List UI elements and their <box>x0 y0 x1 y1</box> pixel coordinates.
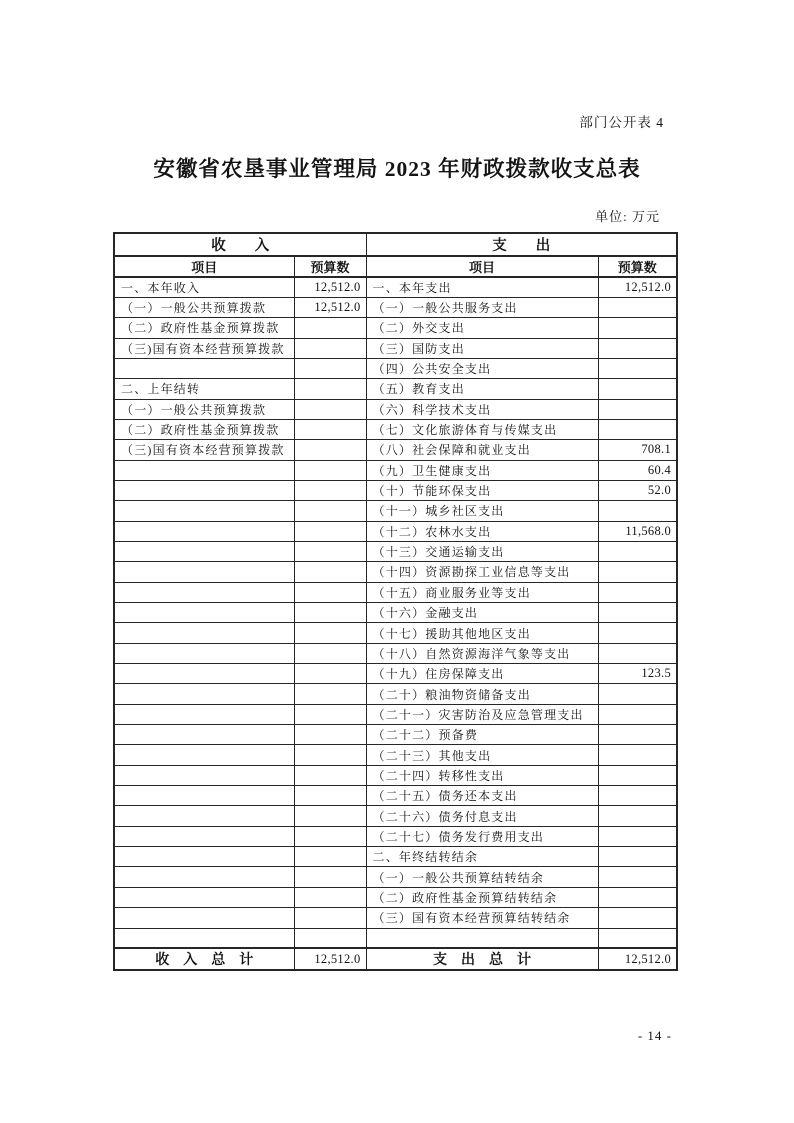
expense-total-value: 12,512.0 <box>598 948 677 970</box>
table-row <box>114 867 677 887</box>
expense-budget-cell <box>598 887 677 907</box>
income-budget-cell <box>294 928 366 948</box>
expense-item-cell: （十五）商业服务业等支出 <box>366 582 598 602</box>
table-row <box>114 358 677 378</box>
income-item-cell <box>114 826 294 846</box>
expense-budget-cell <box>598 826 677 846</box>
income-budget-cell <box>294 521 366 541</box>
expense-item-cell: （二）外交支出 <box>366 318 598 338</box>
expense-item-cell: （十四）资源勘探工业信息等支出 <box>366 562 598 582</box>
table-row <box>114 664 677 684</box>
expense-group-header: 支 出 <box>366 233 677 256</box>
income-budget-cell <box>294 643 366 663</box>
totals-row <box>114 948 677 970</box>
income-item-cell <box>114 867 294 887</box>
expense-budget-cell <box>598 297 677 317</box>
income-item-cell <box>114 704 294 724</box>
table-row <box>114 725 677 745</box>
income-budget-cell <box>294 765 366 785</box>
expense-item-cell: （二十）粮油物资储备支出 <box>366 684 598 704</box>
expense-budget-cell: 12,512.0 <box>598 277 677 297</box>
expense-budget-cell <box>598 318 677 338</box>
income-budget-cell <box>294 786 366 806</box>
income-budget-cell <box>294 806 366 826</box>
expense-budget-cell: 11,568.0 <box>598 521 677 541</box>
table-row <box>114 745 677 765</box>
table-row <box>114 887 677 907</box>
expense-item-cell: （六）科学技术支出 <box>366 399 598 419</box>
expense-item-cell: （二十一）灾害防治及应急管理支出 <box>366 704 598 724</box>
income-budget-cell <box>294 562 366 582</box>
expense-item-cell: （一）一般公共服务支出 <box>366 297 598 317</box>
table-row <box>114 643 677 663</box>
table-row <box>114 419 677 439</box>
income-budget-cell: 12,512.0 <box>294 297 366 317</box>
income-item-cell <box>114 501 294 521</box>
income-total-label: 收 入 总 计 <box>114 948 294 970</box>
expense-item-cell: （二十七）债务发行费用支出 <box>366 826 598 846</box>
table-row <box>114 379 677 399</box>
page-number: - 14 - <box>637 1028 672 1043</box>
expense-budget-cell <box>598 541 677 561</box>
income-budget-cell <box>294 826 366 846</box>
income-budget-cell <box>294 684 366 704</box>
income-item-cell <box>114 725 294 745</box>
income-item-cell <box>114 603 294 623</box>
income-item-cell <box>114 908 294 928</box>
expense-item-cell: （二十三）其他支出 <box>366 745 598 765</box>
income-item-cell <box>114 765 294 785</box>
expense-budget-cell <box>598 562 677 582</box>
income-item-cell <box>114 684 294 704</box>
expense-item-cell: （十八）自然资源海洋气象等支出 <box>366 643 598 663</box>
income-budget-cell <box>294 501 366 521</box>
expense-item-cell: （十三）交通运输支出 <box>366 541 598 561</box>
table-row <box>114 460 677 480</box>
income-budget-cell <box>294 603 366 623</box>
income-item-cell <box>114 847 294 867</box>
table-row <box>114 440 677 460</box>
income-item-cell <box>114 887 294 907</box>
expense-budget-cell <box>598 765 677 785</box>
income-item-cell <box>114 460 294 480</box>
income-item-cell <box>114 582 294 602</box>
expense-item-cell: （十二）农林水支出 <box>366 521 598 541</box>
expense-budget-cell <box>598 704 677 724</box>
expense-item-cell: （十七）援助其他地区支出 <box>366 623 598 643</box>
expense-budget-cell <box>598 623 677 643</box>
table-row <box>114 623 677 643</box>
income-total-value: 12,512.0 <box>294 948 366 970</box>
expense-item-cell: （七）文化旅游体育与传媒支出 <box>366 419 598 439</box>
unit-label: 单位: 万元 <box>595 209 660 224</box>
expense-budget-cell <box>598 847 677 867</box>
table-row <box>114 338 677 358</box>
income-budget-cell <box>294 725 366 745</box>
expense-budget-cell: 60.4 <box>598 460 677 480</box>
table-row <box>114 786 677 806</box>
table-row <box>114 582 677 602</box>
expense-budget-cell <box>598 725 677 745</box>
expense-item-cell: （九）卫生健康支出 <box>366 460 598 480</box>
expense-budget-cell <box>598 379 677 399</box>
income-budget-cell <box>294 867 366 887</box>
income-budget-cell <box>294 541 366 561</box>
expense-budget-cell <box>598 338 677 358</box>
table-row <box>114 521 677 541</box>
table-row <box>114 318 677 338</box>
expense-item-cell: （十）节能环保支出 <box>366 480 598 500</box>
expense-item-cell: （十九）住房保障支出 <box>366 664 598 684</box>
expense-budget-cell <box>598 908 677 928</box>
expense-item-cell: （八）社会保障和就业支出 <box>366 440 598 460</box>
income-budget-cell <box>294 358 366 378</box>
income-budget-header: 预算数 <box>294 256 366 277</box>
expense-item-cell: （十六）金融支出 <box>366 603 598 623</box>
income-item-cell: （一）一般公共预算拨款 <box>114 399 294 419</box>
income-group-header: 收 入 <box>114 233 366 256</box>
expense-item-cell: （一）一般公共预算结转结余 <box>366 867 598 887</box>
column-header-row <box>114 256 677 277</box>
table-row <box>114 826 677 846</box>
expense-budget-cell <box>598 358 677 378</box>
income-budget-cell <box>294 318 366 338</box>
income-budget-cell: 12,512.0 <box>294 277 366 297</box>
table-row <box>114 480 677 500</box>
income-budget-cell <box>294 908 366 928</box>
expense-item-cell: （五）教育支出 <box>366 379 598 399</box>
expense-item-cell <box>366 928 598 948</box>
income-item-header: 项目 <box>114 256 294 277</box>
income-budget-cell <box>294 440 366 460</box>
expense-budget-cell <box>598 928 677 948</box>
income-budget-cell <box>294 419 366 439</box>
income-budget-cell <box>294 745 366 765</box>
table-body <box>114 277 677 948</box>
table-row <box>114 806 677 826</box>
expense-budget-cell <box>598 786 677 806</box>
expense-total-label: 支 出 总 计 <box>366 948 598 970</box>
income-budget-cell <box>294 379 366 399</box>
income-item-cell <box>114 928 294 948</box>
table-row <box>114 277 677 297</box>
expense-item-cell: （二十四）转移性支出 <box>366 765 598 785</box>
table-row <box>114 501 677 521</box>
expense-item-header: 项目 <box>366 256 598 277</box>
table-row <box>114 297 677 317</box>
doc-label: 部门公开表 4 <box>579 115 664 130</box>
expense-item-cell: （十一）城乡社区支出 <box>366 501 598 521</box>
income-item-cell <box>114 806 294 826</box>
income-item-cell: （三)国有资本经营预算拨款 <box>114 338 294 358</box>
expense-item-cell: （四）公共安全支出 <box>366 358 598 378</box>
table-row <box>114 541 677 561</box>
table-row <box>114 603 677 623</box>
expense-budget-cell <box>598 399 677 419</box>
table-row <box>114 847 677 867</box>
expense-budget-cell <box>598 603 677 623</box>
income-item-cell <box>114 562 294 582</box>
table-row <box>114 765 677 785</box>
income-item-cell <box>114 480 294 500</box>
income-item-cell: 一、本年收入 <box>114 277 294 297</box>
budget-summary-table <box>113 232 678 971</box>
expense-budget-cell <box>598 684 677 704</box>
table-row <box>114 704 677 724</box>
expense-item-cell: （二十二）预备费 <box>366 725 598 745</box>
table-row <box>114 928 677 948</box>
income-budget-cell <box>294 460 366 480</box>
income-budget-cell <box>294 623 366 643</box>
income-budget-cell <box>294 399 366 419</box>
income-budget-cell <box>294 664 366 684</box>
income-item-cell: （一）一般公共预算拨款 <box>114 297 294 317</box>
expense-item-cell: （三）国防支出 <box>366 338 598 358</box>
expense-item-cell: （二十五）债务还本支出 <box>366 786 598 806</box>
expense-budget-cell <box>598 643 677 663</box>
income-item-cell <box>114 643 294 663</box>
page-title: 安徽省农垦事业管理局 2023 年财政拨款收支总表 <box>153 157 641 181</box>
income-budget-cell <box>294 582 366 602</box>
income-item-cell <box>114 745 294 765</box>
table-row <box>114 399 677 419</box>
expense-item-cell: 一、本年支出 <box>366 277 598 297</box>
income-budget-cell <box>294 887 366 907</box>
income-item-cell <box>114 541 294 561</box>
income-item-cell <box>114 623 294 643</box>
expense-budget-cell <box>598 501 677 521</box>
table-header <box>114 233 677 277</box>
expense-budget-cell: 708.1 <box>598 440 677 460</box>
table-row <box>114 562 677 582</box>
expense-budget-header: 预算数 <box>598 256 677 277</box>
expense-budget-cell: 123.5 <box>598 664 677 684</box>
income-item-cell: （三)国有资本经营预算拨款 <box>114 440 294 460</box>
expense-budget-cell <box>598 745 677 765</box>
income-item-cell <box>114 786 294 806</box>
income-item-cell: 二、上年结转 <box>114 379 294 399</box>
income-item-cell: （二）政府性基金预算拨款 <box>114 419 294 439</box>
expense-item-cell: （二）政府性基金预算结转结余 <box>366 887 598 907</box>
income-budget-cell <box>294 847 366 867</box>
income-item-cell <box>114 358 294 378</box>
expense-budget-cell <box>598 806 677 826</box>
expense-budget-cell <box>598 582 677 602</box>
income-item-cell <box>114 664 294 684</box>
expense-budget-cell: 52.0 <box>598 480 677 500</box>
group-header-row <box>114 233 677 256</box>
income-budget-cell <box>294 704 366 724</box>
income-budget-cell <box>294 338 366 358</box>
expense-item-cell: （三）国有资本经营预算结转结余 <box>366 908 598 928</box>
table-footer <box>114 948 677 970</box>
expense-budget-cell <box>598 867 677 887</box>
income-budget-cell <box>294 480 366 500</box>
table-row <box>114 684 677 704</box>
income-item-cell: （二）政府性基金预算拨款 <box>114 318 294 338</box>
expense-item-cell: （二十六）债务付息支出 <box>366 806 598 826</box>
income-item-cell <box>114 521 294 541</box>
table-row <box>114 908 677 928</box>
expense-budget-cell <box>598 419 677 439</box>
expense-item-cell: 二、年终结转结余 <box>366 847 598 867</box>
